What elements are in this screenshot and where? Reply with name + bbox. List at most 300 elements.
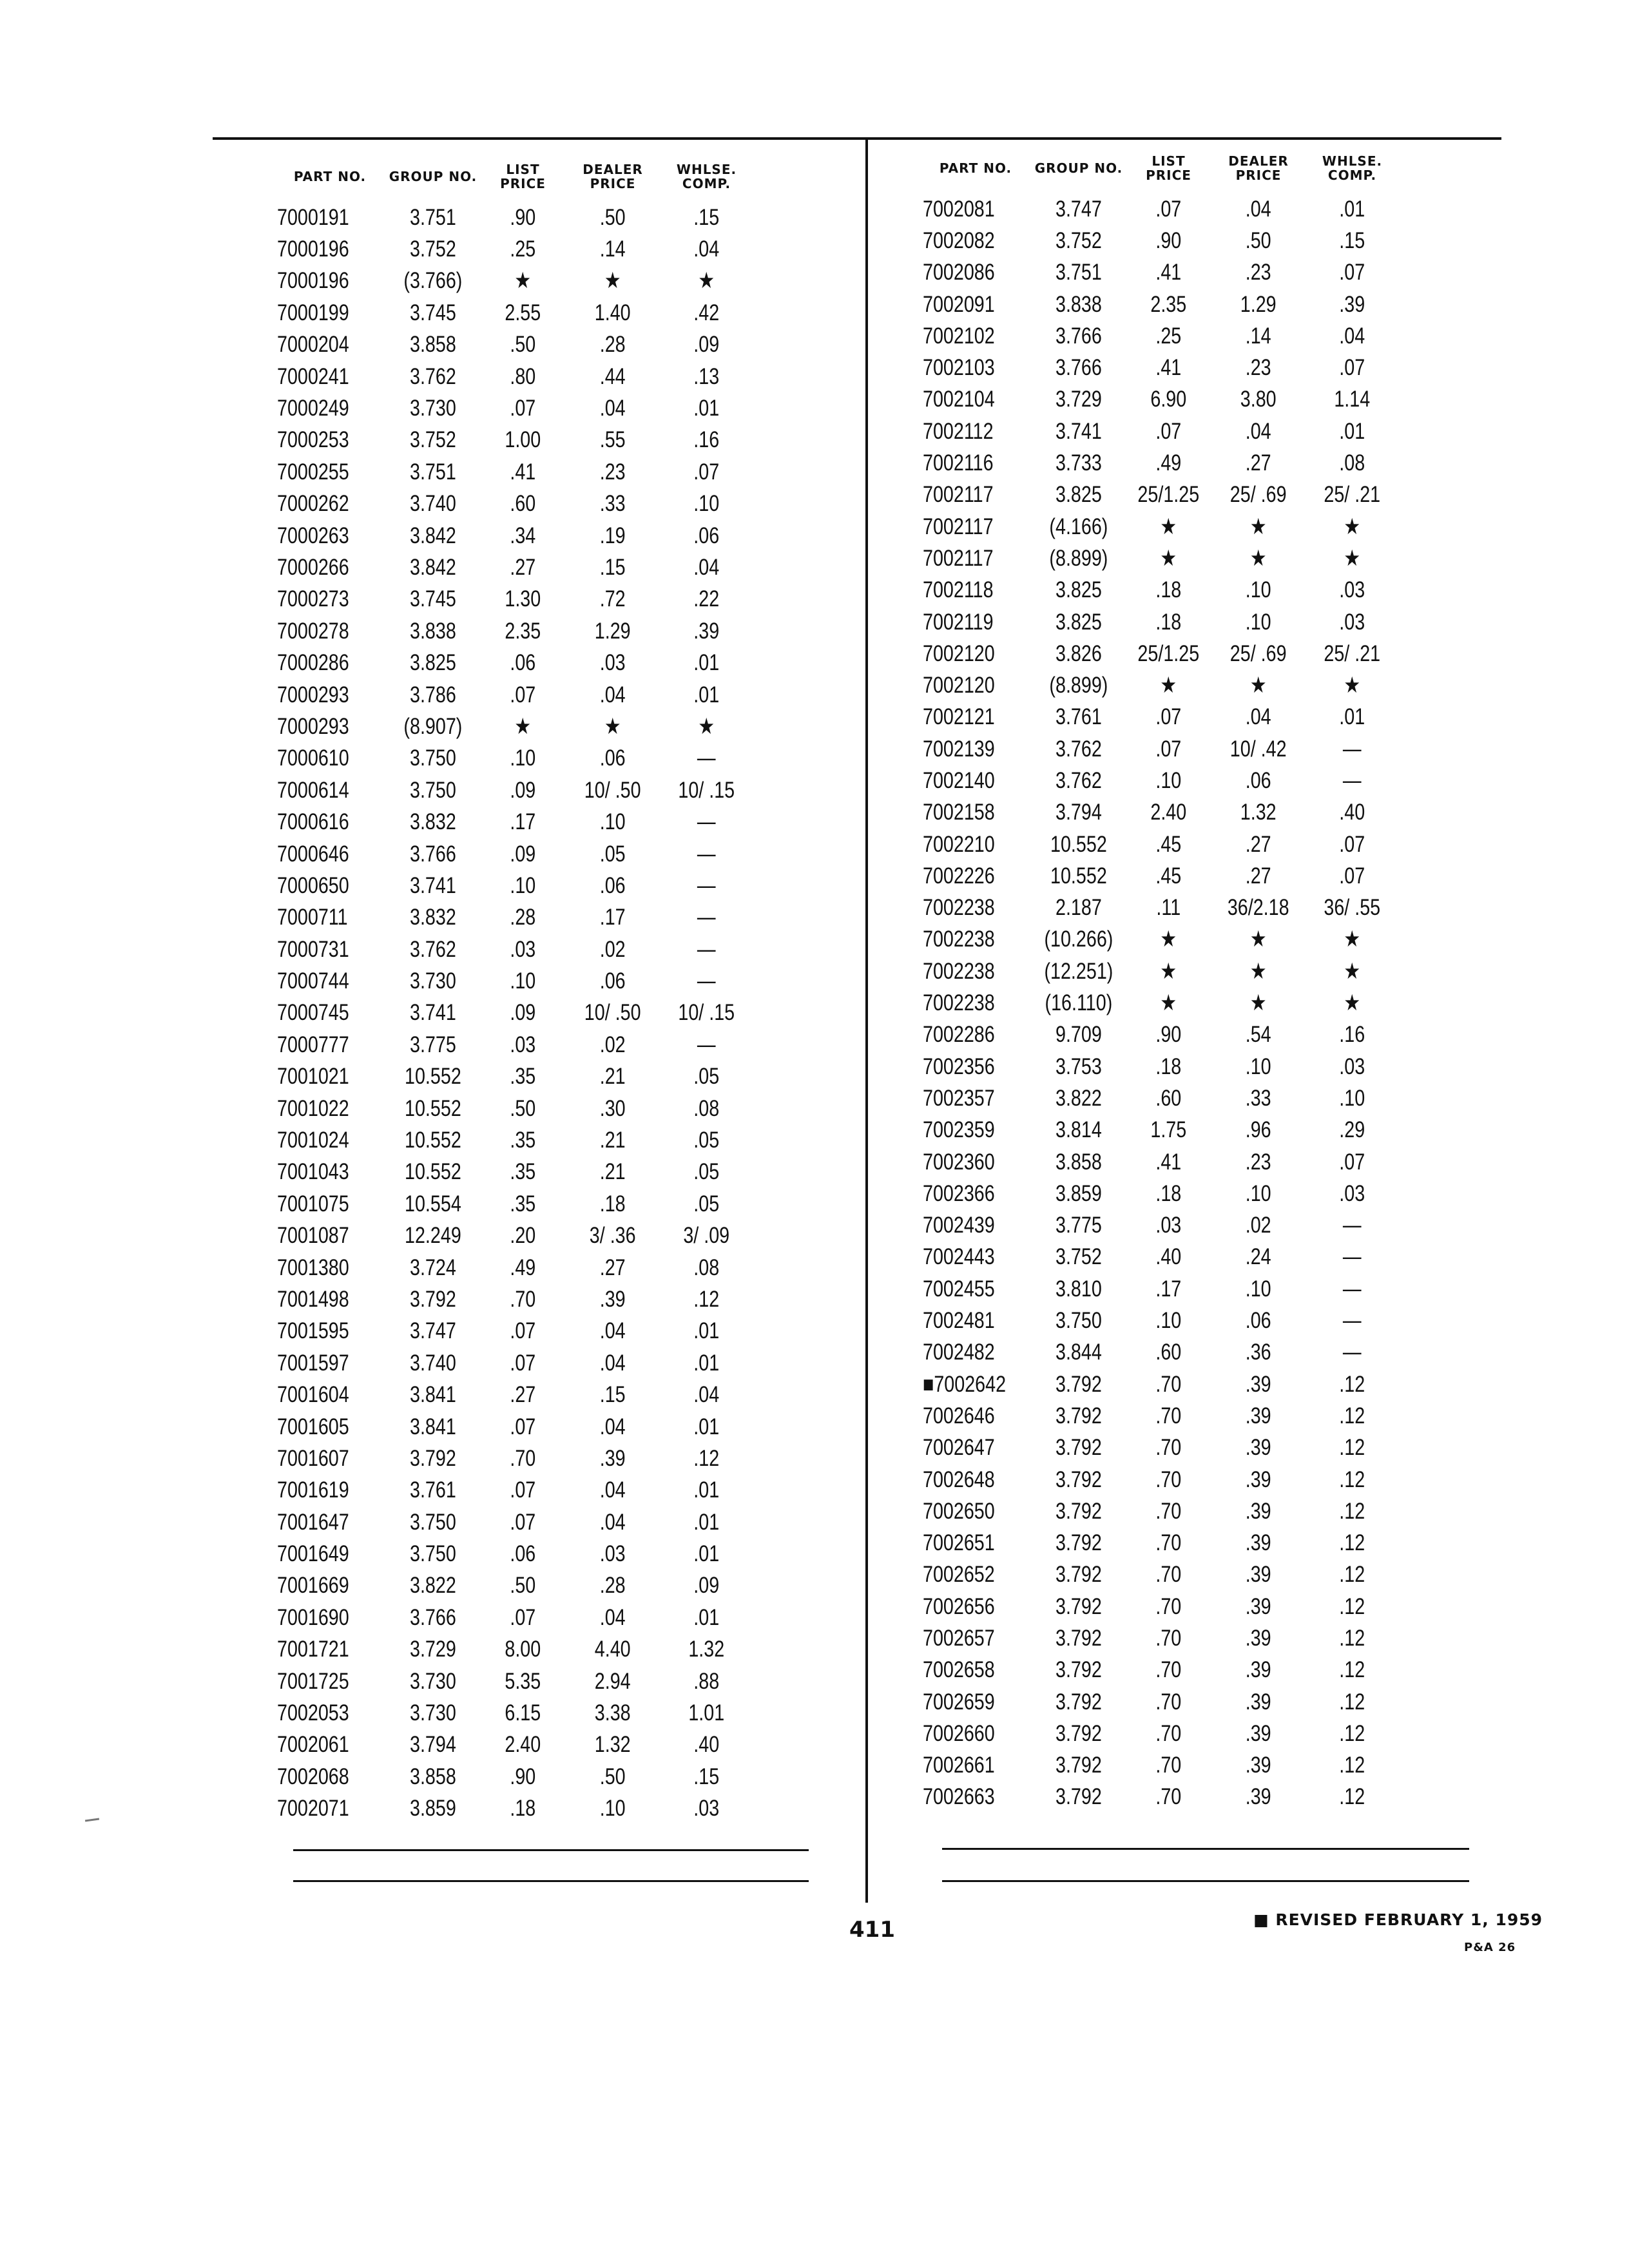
list-price-cell: .07 (1155, 418, 1182, 444)
part-no-cell: 7000777 (277, 1032, 349, 1057)
group-no-cell: 3.747 (409, 1318, 456, 1344)
dealer-price-cell: .02 (599, 936, 626, 962)
table-row (277, 392, 812, 424)
table-row (923, 1337, 1477, 1369)
part-no-cell: 7002104 (923, 387, 995, 412)
dealer-price-cell: ★ (1249, 927, 1267, 952)
list-price-cell: .18 (1155, 1180, 1182, 1206)
table-row (277, 743, 812, 774)
group-no-cell: 3.859 (1055, 1180, 1102, 1206)
whlse-comp-cell: .03 (1339, 609, 1365, 635)
list-price-cell: .90 (1155, 1022, 1182, 1048)
header-dealer-price: DEALER PRICE (583, 162, 643, 191)
whlse-comp-cell: .04 (693, 554, 720, 580)
list-price-cell: .35 (510, 1128, 536, 1153)
dealer-price-cell: .06 (1245, 1308, 1271, 1334)
list-price-cell: 25/1.25 (1137, 640, 1200, 666)
part-no-cell: 7001619 (277, 1477, 349, 1503)
list-price-cell: .40 (1155, 1244, 1182, 1270)
dealer-price-cell: 3.80 (1240, 387, 1277, 412)
list-price-cell: .70 (1155, 1626, 1182, 1651)
dealer-price-cell: .15 (599, 1382, 626, 1408)
list-price-cell: .90 (1155, 227, 1182, 253)
table-row (923, 257, 1477, 289)
table-row (923, 892, 1477, 924)
part-no-cell: 7002238 (923, 958, 995, 984)
bottom-rule (942, 1880, 1469, 1882)
table-row (277, 1061, 812, 1093)
table-row (923, 225, 1477, 256)
group-no-cell: 3.792 (1055, 1562, 1102, 1588)
whlse-comp-cell: .04 (1339, 323, 1365, 349)
dealer-price-cell: .50 (1245, 227, 1271, 253)
group-no-cell: 3.792 (1055, 1498, 1102, 1524)
group-no-cell: 3.752 (1055, 227, 1102, 253)
part-no-cell: 7001380 (277, 1254, 349, 1280)
list-price-cell: .70 (1155, 1435, 1182, 1461)
group-no-cell: 3.832 (409, 905, 456, 930)
table-row (277, 584, 812, 615)
table-row (277, 1538, 812, 1570)
whlse-comp-cell: .08 (693, 1254, 720, 1280)
list-price-cell: .10 (510, 968, 536, 994)
whlse-comp-cell: .12 (1339, 1435, 1365, 1461)
part-no-cell: 7000204 (277, 332, 349, 358)
whlse-comp-cell: .12 (1339, 1593, 1365, 1619)
table-row (923, 1559, 1477, 1591)
table-row (277, 1761, 812, 1792)
table-row (277, 361, 812, 392)
table-row (923, 511, 1477, 543)
group-no-cell: 3.733 (1055, 450, 1102, 476)
bottom-rule (293, 1880, 809, 1882)
dealer-price-cell: ★ (1249, 673, 1267, 698)
whlse-comp-cell: .01 (693, 1541, 720, 1567)
part-no-cell: 7002116 (923, 450, 994, 476)
part-no-cell: 7002650 (923, 1498, 995, 1524)
group-no-cell: 10.552 (1050, 831, 1107, 857)
table-row (923, 1622, 1477, 1654)
group-no-cell: 3.762 (409, 363, 456, 389)
group-no-cell: (10.266) (1044, 927, 1113, 952)
dealer-price-cell: .27 (599, 1254, 626, 1280)
whlse-comp-cell: .12 (1339, 1498, 1365, 1524)
list-price-cell: .18 (1155, 609, 1182, 635)
whlse-comp-cell: 3/ .09 (683, 1223, 730, 1249)
list-price-cell: .07 (1155, 704, 1182, 730)
dealer-price-cell: .23 (1245, 260, 1271, 285)
whlse-comp-cell: .12 (1339, 1689, 1365, 1715)
dealer-price-cell: .27 (1245, 831, 1271, 857)
list-price-cell: .25 (1155, 323, 1182, 349)
bottom-rule (293, 1849, 809, 1851)
list-price-cell: 5.35 (505, 1668, 541, 1694)
group-no-cell: 3.762 (1055, 736, 1102, 762)
part-no-cell: 7002120 (923, 640, 995, 666)
part-no-cell: 7000286 (277, 650, 349, 676)
whlse-comp-cell: .01 (1339, 196, 1365, 222)
group-no-cell: 3.841 (409, 1414, 456, 1439)
group-no-cell: 3.792 (409, 1445, 456, 1471)
table-row (923, 1750, 1477, 1782)
part-no-cell: 7000610 (277, 745, 349, 771)
table-row (277, 997, 812, 1029)
part-no-cell: 7002121 (923, 704, 995, 730)
table-row (923, 1369, 1477, 1400)
group-no-cell: 3.858 (409, 1763, 456, 1789)
whlse-comp-cell: — (697, 841, 716, 867)
table-row (923, 1019, 1477, 1051)
whlse-comp-cell: .01 (693, 682, 720, 707)
part-no-cell: 7002091 (923, 291, 995, 317)
part-no-cell: 7001043 (277, 1159, 349, 1185)
dealer-price-cell: .19 (599, 523, 626, 548)
dealer-price-cell: ★ (604, 268, 621, 294)
part-no-cell: 7002082 (923, 227, 995, 253)
table-row (277, 1124, 812, 1156)
part-no-cell: 7002658 (923, 1657, 995, 1683)
table-row (277, 1729, 812, 1761)
group-no-cell: 12.249 (405, 1223, 461, 1249)
dealer-price-cell: .30 (599, 1095, 626, 1121)
group-no-cell: 10.552 (405, 1159, 461, 1185)
part-no-cell: 7002360 (923, 1149, 995, 1175)
dealer-price-cell: ★ (1249, 990, 1267, 1016)
part-no-cell: 7001669 (277, 1573, 349, 1599)
whlse-comp-cell: — (1342, 767, 1362, 793)
part-no-cell: 7002053 (277, 1700, 349, 1726)
group-no-cell: 3.792 (1055, 1435, 1102, 1461)
list-price-cell: .07 (510, 1604, 536, 1630)
table-row (923, 765, 1477, 796)
dealer-price-cell: 10/ .50 (584, 777, 641, 803)
part-no-cell: 7002118 (923, 577, 994, 603)
part-no-cell: 7002359 (923, 1117, 995, 1143)
dealer-price-cell: .33 (1245, 1085, 1271, 1111)
whlse-comp-cell: .22 (693, 586, 720, 612)
list-price-cell: .07 (510, 1350, 536, 1376)
table-row (277, 1188, 812, 1220)
list-price-cell: .70 (1155, 1466, 1182, 1492)
part-no-cell: 7002210 (923, 831, 995, 857)
part-no-cell: 7002112 (923, 418, 994, 444)
part-no-cell: 7002238 (923, 895, 995, 921)
table-row (277, 1411, 812, 1443)
whlse-comp-cell: ★ (1344, 927, 1361, 952)
part-no-cell: 7000263 (277, 523, 349, 548)
part-no-cell: 7002648 (923, 1466, 995, 1492)
part-no-cell: 7000191 (277, 204, 349, 230)
list-price-cell: .41 (1155, 1149, 1182, 1175)
table-row (277, 329, 812, 361)
dealer-price-cell: .14 (599, 236, 626, 262)
right-table-body (923, 193, 1477, 1813)
whlse-comp-cell: ★ (1344, 990, 1361, 1016)
dealer-price-cell: .39 (1245, 1753, 1271, 1778)
group-no-cell: 3.766 (1055, 355, 1102, 381)
list-price-cell: .60 (1155, 1085, 1182, 1111)
whlse-comp-cell: — (1342, 1213, 1362, 1238)
part-no-cell: 7000196 (277, 268, 349, 294)
dealer-price-cell: .10 (1245, 1180, 1271, 1206)
dealer-price-cell: .04 (599, 396, 626, 421)
dealer-price-cell: .06 (599, 872, 626, 898)
part-no-cell: 7000241 (277, 363, 349, 389)
list-price-cell: 8.00 (505, 1637, 541, 1662)
table-row (923, 575, 1477, 606)
table-row (923, 1432, 1477, 1464)
part-no-cell: 7002238 (923, 990, 995, 1016)
part-no-cell: 7002646 (923, 1403, 995, 1428)
table-row (923, 1400, 1477, 1432)
dealer-price-cell: .54 (1245, 1022, 1271, 1048)
dealer-price-cell: .04 (599, 1509, 626, 1535)
dealer-price-cell: 4.40 (594, 1637, 631, 1662)
dealer-price-cell: .10 (1245, 1276, 1271, 1302)
part-no-cell: 7000731 (277, 936, 349, 962)
dealer-price-cell: 1.29 (594, 618, 631, 644)
whlse-comp-cell: ★ (698, 713, 715, 739)
list-price-cell: .07 (510, 1509, 536, 1535)
group-no-cell: 3.751 (409, 459, 456, 485)
table-row (923, 1655, 1477, 1686)
group-no-cell: (4.166) (1049, 514, 1108, 539)
group-no-cell: 3.724 (409, 1254, 456, 1280)
part-no-cell: 7001607 (277, 1445, 349, 1471)
part-no-cell: 7001022 (277, 1095, 349, 1121)
list-price-cell: .07 (1155, 196, 1182, 222)
group-no-cell: 3.825 (1055, 609, 1102, 635)
group-no-cell: 3.753 (1055, 1053, 1102, 1079)
list-price-cell: .07 (510, 1477, 536, 1503)
part-no-cell: 7001087 (277, 1223, 349, 1249)
list-price-cell: .70 (1155, 1784, 1182, 1810)
revised-date: ■ REVISED FEBRUARY 1, 1959 (1253, 1910, 1543, 1929)
part-no-cell: 7002482 (923, 1340, 995, 1365)
part-no-cell: 7000255 (277, 459, 349, 485)
part-no-cell: 7002356 (923, 1053, 995, 1079)
top-rule (213, 137, 1501, 140)
whlse-comp-cell: ★ (698, 268, 715, 294)
dealer-price-cell: .36 (1245, 1340, 1271, 1365)
list-price-cell: .27 (510, 1382, 536, 1408)
dealer-price-cell: .04 (599, 1350, 626, 1376)
whlse-comp-cell: .01 (1339, 704, 1365, 730)
whlse-comp-cell: .01 (693, 1604, 720, 1630)
part-no-cell: 7000253 (277, 427, 349, 453)
dealer-price-cell: .39 (1245, 1403, 1271, 1428)
bottom-rule (942, 1848, 1469, 1850)
part-no-cell: 7002117 (923, 482, 994, 508)
group-no-cell: 3.838 (1055, 291, 1102, 317)
dealer-price-cell: .39 (1245, 1657, 1271, 1683)
part-no-cell: 7000273 (277, 586, 349, 612)
whlse-comp-cell: .01 (693, 396, 720, 421)
dealer-price-cell: .39 (1245, 1435, 1271, 1461)
table-row (277, 774, 812, 806)
dealer-price-cell: 36/2.18 (1227, 895, 1289, 921)
dealer-price-cell: .10 (1245, 609, 1271, 635)
header-part-no: PART NO. (939, 160, 1012, 176)
list-price-cell: .70 (1155, 1562, 1182, 1588)
list-price-cell: .18 (1155, 1053, 1182, 1079)
group-no-cell: 10.552 (1050, 863, 1107, 889)
list-price-cell: ★ (514, 268, 532, 294)
list-price-cell: .10 (1155, 1308, 1182, 1334)
dealer-price-cell: .28 (599, 332, 626, 358)
group-no-cell: 3.859 (409, 1796, 456, 1821)
table-row (277, 1570, 812, 1602)
part-no-cell: 7002663 (923, 1784, 995, 1810)
header-list-price: LIST PRICE (1146, 153, 1191, 183)
group-no-cell: 10.552 (405, 1095, 461, 1121)
group-no-cell: 3.762 (409, 936, 456, 962)
table-row (277, 1316, 812, 1347)
header-whlse-comp: WHLSE. COMP. (1322, 153, 1383, 183)
dealer-price-cell: .50 (599, 204, 626, 230)
list-price-cell: .06 (510, 650, 536, 676)
whlse-comp-cell: .16 (693, 427, 720, 453)
table-row (277, 520, 812, 552)
whlse-comp-cell: .01 (1339, 418, 1365, 444)
group-no-cell: 9.709 (1055, 1022, 1102, 1048)
part-no-cell: 7000249 (277, 396, 349, 421)
table-row (277, 425, 812, 456)
table-row (923, 669, 1477, 701)
group-no-cell: (16.110) (1045, 990, 1113, 1016)
dealer-price-cell: .39 (1245, 1720, 1271, 1746)
group-no-cell: 10.552 (405, 1064, 461, 1090)
dealer-price-cell: ★ (1249, 545, 1267, 571)
group-no-cell: 3.741 (409, 1000, 456, 1026)
part-no-cell: 7000266 (277, 554, 349, 580)
whlse-comp-cell: .05 (693, 1064, 720, 1090)
dealer-price-cell: 3.38 (594, 1700, 631, 1726)
list-price-cell: .28 (510, 905, 536, 930)
section-code: P&A 26 (1464, 1941, 1516, 1954)
table-row (277, 1697, 812, 1729)
dealer-price-cell: .23 (1245, 1149, 1271, 1175)
table-row (277, 870, 812, 901)
whlse-comp-cell: .15 (693, 204, 720, 230)
left-column (277, 151, 812, 1825)
table-row (277, 1252, 812, 1283)
list-price-cell: .06 (510, 1541, 536, 1567)
table-row (923, 1178, 1477, 1209)
group-no-cell: 3.730 (409, 1700, 456, 1726)
part-no-cell: 7001725 (277, 1668, 349, 1694)
dealer-price-cell: .15 (599, 554, 626, 580)
group-no-cell: 3.786 (409, 682, 456, 707)
table-row (923, 289, 1477, 320)
whlse-comp-cell: .04 (693, 1382, 720, 1408)
part-no-cell: 7002439 (923, 1213, 995, 1238)
list-price-cell: 2.35 (505, 618, 541, 644)
list-price-cell: .07 (510, 1414, 536, 1439)
list-price-cell: .70 (1155, 1371, 1182, 1397)
group-no-cell: (3.766) (403, 268, 463, 294)
whlse-comp-cell: .03 (1339, 1053, 1365, 1079)
group-no-cell: 3.751 (409, 204, 456, 230)
part-no-cell: 7001595 (277, 1318, 349, 1344)
table-row (923, 1686, 1477, 1718)
table-row (923, 193, 1477, 225)
group-no-cell: 3.752 (1055, 1244, 1102, 1270)
list-price-cell: ★ (1160, 958, 1177, 984)
dealer-price-cell: .14 (1245, 323, 1271, 349)
list-price-cell: ★ (1160, 545, 1177, 571)
dealer-price-cell: .10 (1245, 577, 1271, 603)
part-no-cell: 7002656 (923, 1593, 995, 1619)
list-price-cell: .70 (1155, 1403, 1182, 1428)
list-price-cell: .41 (1155, 260, 1182, 285)
table-row (923, 1273, 1477, 1305)
whlse-comp-cell: .01 (693, 1509, 720, 1535)
whlse-comp-cell: .12 (693, 1445, 720, 1471)
whlse-comp-cell: 25/ .21 (1324, 640, 1381, 666)
group-no-cell: 3.841 (409, 1382, 456, 1408)
whlse-comp-cell: .12 (1339, 1784, 1365, 1810)
table-row (923, 797, 1477, 829)
dealer-price-cell: .06 (1245, 767, 1271, 793)
table-row (923, 606, 1477, 638)
whlse-comp-cell: .01 (693, 1318, 720, 1344)
part-no-cell: 7001721 (277, 1637, 349, 1662)
right-column (923, 143, 1477, 1813)
dealer-price-cell: .39 (599, 1445, 626, 1471)
table-row (923, 1305, 1477, 1336)
list-price-cell: ★ (514, 713, 532, 739)
group-no-cell: 3.792 (1055, 1466, 1102, 1492)
list-price-cell: ★ (1160, 927, 1177, 952)
dealer-price-cell: ★ (604, 713, 621, 739)
left-column-header (277, 151, 812, 202)
part-no-cell: 7002086 (923, 260, 995, 285)
whlse-comp-cell: .12 (1339, 1626, 1365, 1651)
dealer-price-cell: .04 (599, 1318, 626, 1344)
list-price-cell: .41 (510, 459, 536, 485)
group-no-cell: (8.899) (1049, 545, 1108, 571)
whlse-comp-cell: 10/ .15 (678, 777, 735, 803)
table-row (277, 679, 812, 711)
whlse-comp-cell: .01 (693, 1477, 720, 1503)
list-price-cell: .70 (1155, 1720, 1182, 1746)
part-no-cell: 7000616 (277, 809, 349, 835)
group-no-cell: 3.751 (1055, 260, 1102, 285)
whlse-comp-cell: 1.01 (688, 1700, 725, 1726)
table-row (277, 647, 812, 678)
table-row (923, 1051, 1477, 1082)
part-no-cell: 7000278 (277, 618, 349, 644)
list-price-cell: .35 (510, 1064, 536, 1090)
whlse-comp-cell: .42 (693, 300, 720, 325)
part-no-cell: 7001024 (277, 1128, 349, 1153)
whlse-comp-cell: .12 (1339, 1753, 1365, 1778)
whlse-comp-cell: .01 (693, 1414, 720, 1439)
table-row (923, 638, 1477, 669)
whlse-comp-cell: .39 (693, 618, 720, 644)
group-no-cell: 3.822 (1055, 1085, 1102, 1111)
list-price-cell: .25 (510, 236, 536, 262)
part-no-cell: 7000614 (277, 777, 349, 803)
group-no-cell: 10.554 (405, 1191, 461, 1216)
whlse-comp-cell: — (697, 936, 716, 962)
list-price-cell: .90 (510, 1763, 536, 1789)
group-no-cell: 3.792 (1055, 1626, 1102, 1651)
list-price-cell: 6.15 (505, 1700, 541, 1726)
dealer-price-cell: .06 (599, 968, 626, 994)
table-row (277, 1283, 812, 1315)
